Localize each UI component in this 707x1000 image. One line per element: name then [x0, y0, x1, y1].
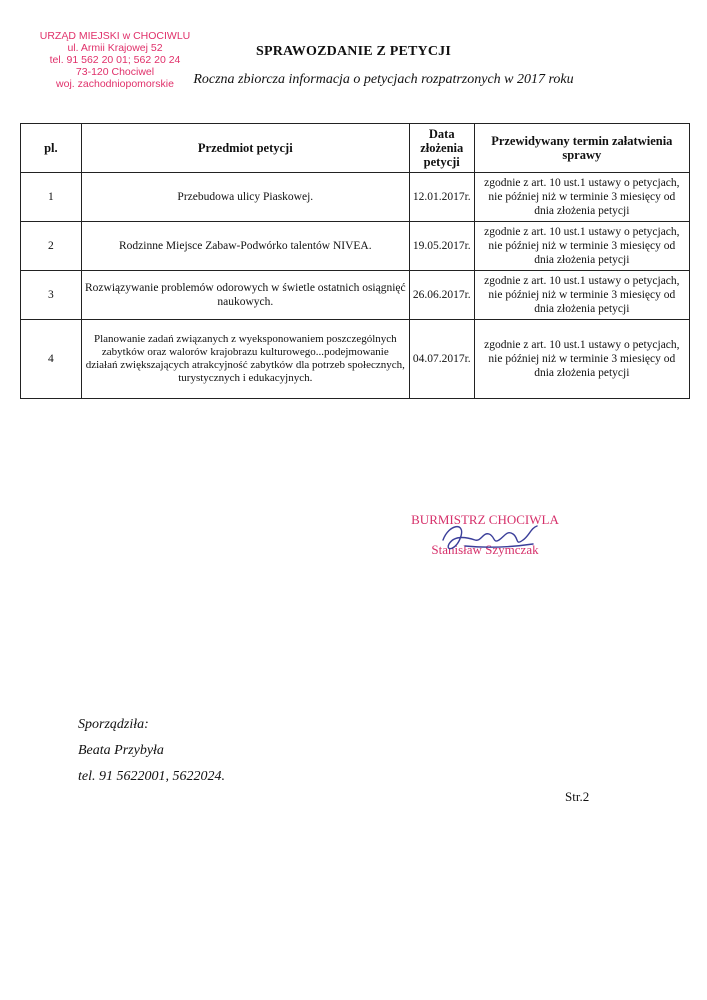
- document-subtitle: Roczna zbiorcza informacja o petycjach rozpatrzonych w 2017 roku: [193, 72, 574, 87]
- header-lp: pl.: [21, 124, 82, 173]
- row-deadline: zgodnie z art. 10 ust.1 ustawy o petycjach, nie później niż w terminie 3 miesięcy od dnia złożenia petycji: [474, 173, 689, 222]
- row-subject: Rozwiązywanie problemów odorowych w świetle ostatnich osiągnięć naukowych.: [81, 271, 409, 320]
- mayor-title: BURMISTRZ CHOCIWLA: [411, 512, 559, 527]
- handwritten-signature: [435, 518, 545, 558]
- table-header-row: [21, 124, 690, 173]
- row-deadline: zgodnie z art. 10 ust.1 ustawy o petycjach, nie później niż w terminie 3 miesięcy od dnia złożenia petycji: [474, 271, 689, 320]
- prepared-by-block: [78, 712, 225, 790]
- row-date: 19.05.2017r.: [409, 222, 474, 271]
- row-date: 26.06.2017r.: [409, 271, 474, 320]
- row-lp: 3: [21, 271, 82, 320]
- table-row: [21, 173, 690, 222]
- page-number: Str.2: [565, 789, 590, 804]
- mayor-signature-block: [395, 512, 575, 558]
- prepared-label: Sporządziła:: [78, 717, 149, 732]
- row-deadline: zgodnie z art. 10 ust.1 ustawy o petycjach, nie później niż w terminie 3 miesięcy od dnia złożenia petycji: [474, 320, 689, 399]
- document-title: SPRAWOZDANIE Z PETYCJI: [256, 44, 451, 59]
- petitions-table: [20, 123, 690, 399]
- stamp-line: tel. 91 562 20 01; 562 20 24: [49, 54, 181, 66]
- row-deadline: zgodnie z art. 10 ust.1 ustawy o petycjach, nie później niż w terminie 3 miesięcy od dnia złożenia petycji: [474, 222, 689, 271]
- stamp-line: woj. zachodniopomorskie: [56, 78, 174, 90]
- stamp-line: URZĄD MIEJSKI w CHOCIWLU: [39, 30, 191, 42]
- row-subject: Przebudowa ulicy Piaskowej.: [81, 173, 409, 222]
- stamp-line: ul. Armii Krajowej 52: [67, 42, 163, 54]
- table-row: [21, 271, 690, 320]
- row-subject: Planowanie zadań związanych z wyeksponowaniem poszczególnych zabytków oraz walorów krajobrazu kulturowego...podejmowanie działań zwiększających atrakcyjność zabytków dla potrzeb społecznych, turystycznych i edukacyjnych.: [81, 320, 409, 399]
- prepared-name: Beata Przybyła: [78, 743, 164, 758]
- table-row: [21, 320, 690, 399]
- header-date: [409, 124, 474, 173]
- mayor-name: Stanisław Szymczak: [431, 542, 539, 557]
- header-deadline: Przewidywany termin załatwienia sprawy: [474, 124, 689, 173]
- table-row: [21, 222, 690, 271]
- row-date: 12.01.2017r.: [409, 173, 474, 222]
- row-lp: 4: [21, 320, 82, 399]
- header-date-line: złożenia: [420, 141, 464, 155]
- row-lp: 1: [21, 173, 82, 222]
- header-date-line: Data: [428, 127, 455, 141]
- row-date: 04.07.2017r.: [409, 320, 474, 399]
- row-subject: Rodzinne Miejsce Zabaw-Podwórko talentów NIVEA.: [81, 222, 409, 271]
- prepared-phone: tel. 91 5622001, 5622024.: [78, 769, 225, 784]
- stamp-line: 73-120 Chociwel: [75, 66, 155, 78]
- header-date-line: petycji: [423, 155, 460, 169]
- row-lp: 2: [21, 222, 82, 271]
- header-subject: Przedmiot petycji: [81, 124, 409, 173]
